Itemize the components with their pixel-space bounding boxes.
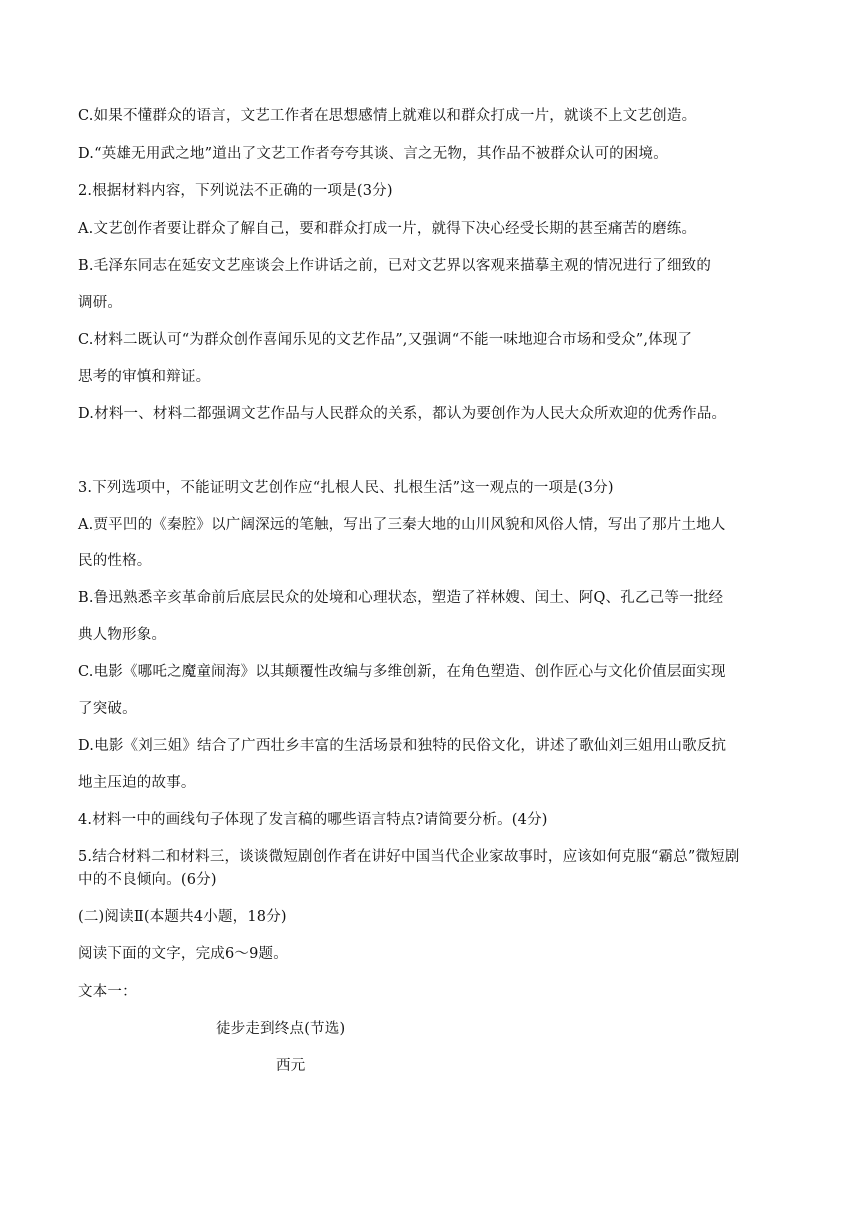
q3-option-b-cont: 典人物形象。: [78, 627, 167, 643]
q3-option-c: C.电影《哪吒之魔童闹海》以其颠覆性改编与多维创新，在角色塑造、创作匠心与文化价值层面实现: [78, 664, 726, 680]
q3-option-c-cont: 了突破。: [78, 701, 137, 717]
q3-option-d-cont: 地主压迫的故事。: [78, 775, 196, 791]
q2-option-c-cont: 思考的审慎和辩证。: [78, 369, 211, 385]
q2-option-a: A.文艺创作者要让群众了解自己，要和群众打成一片，就得下决心经受长期的甚至痛苦的磨练。: [78, 221, 697, 237]
q3-option-b: B.鲁迅熟悉辛亥革命前后底层民众的处境和心理状态，塑造了祥林嫂、闰土、阿Q、孔乙己等一批经: [78, 590, 724, 606]
q2-option-b-cont: 调研。: [78, 295, 123, 311]
section-heading: (二)阅读Ⅱ(本题共4小题，18分): [78, 909, 287, 925]
option-d-line: D.“英雄无用武之地”道出了文艺工作者夸夸其谈、言之无物，其作品不被群众认可的困境。: [78, 146, 668, 162]
q2-option-c: C.材料二既认可“为群众创作喜闻乐见的文艺作品”,又强调“不能一味地迎合市场和受众”,体现了: [78, 332, 693, 348]
text-one-label: 文本一：: [78, 984, 137, 1000]
q3-option-a-cont: 民的性格。: [78, 553, 152, 569]
question-2: 2.根据材料内容，下列说法不正确的一项是(3分): [78, 183, 393, 199]
question-5-cont: 中的不良倾向。(6分): [78, 872, 217, 888]
article-author: 西元: [276, 1058, 306, 1074]
option-c-line: C.如果不懂群众的语言，文艺工作者在思想感情上就难以和群众打成一片，就谈不上文艺创造。: [78, 108, 697, 124]
q2-option-b: B.毛泽东同志在延安文艺座谈会上作讲话之前，已对文艺界以客观来描摹主观的情况进行了细致的: [78, 258, 712, 274]
reading-instruction: 阅读下面的文字，完成6～9题。: [78, 946, 288, 962]
article-title: 徒步走到终点(节选): [216, 1021, 346, 1037]
q2-option-d: D.材料一、材料二都强调文艺作品与人民群众的关系，都认为要创作为人民大众所欢迎的优秀作品。: [78, 406, 727, 422]
question-4: 4.材料一中的画线句子体现了发言稿的哪些语言特点?请简要分析。(4分): [78, 812, 548, 828]
question-5: 5.结合材料二和材料三，谈谈微短剧创作者在讲好中国当代企业家故事时，应该如何克服“霸总”微短剧: [78, 849, 740, 865]
q3-option-a: A.贾平凹的《秦腔》以广阔深远的笔触，写出了三秦大地的山川风貌和风俗人情，写出了那片土地人: [78, 517, 726, 533]
q3-option-d: D.电影《刘三姐》结合了广西壮乡丰富的生活场景和独特的民俗文化，讲述了歌仙刘三姐用山歌反抗: [78, 738, 727, 754]
question-3: 3.下列选项中，不能证明文艺创作应“扎根人民、扎根生活”这一观点的一项是(3分): [78, 480, 614, 496]
